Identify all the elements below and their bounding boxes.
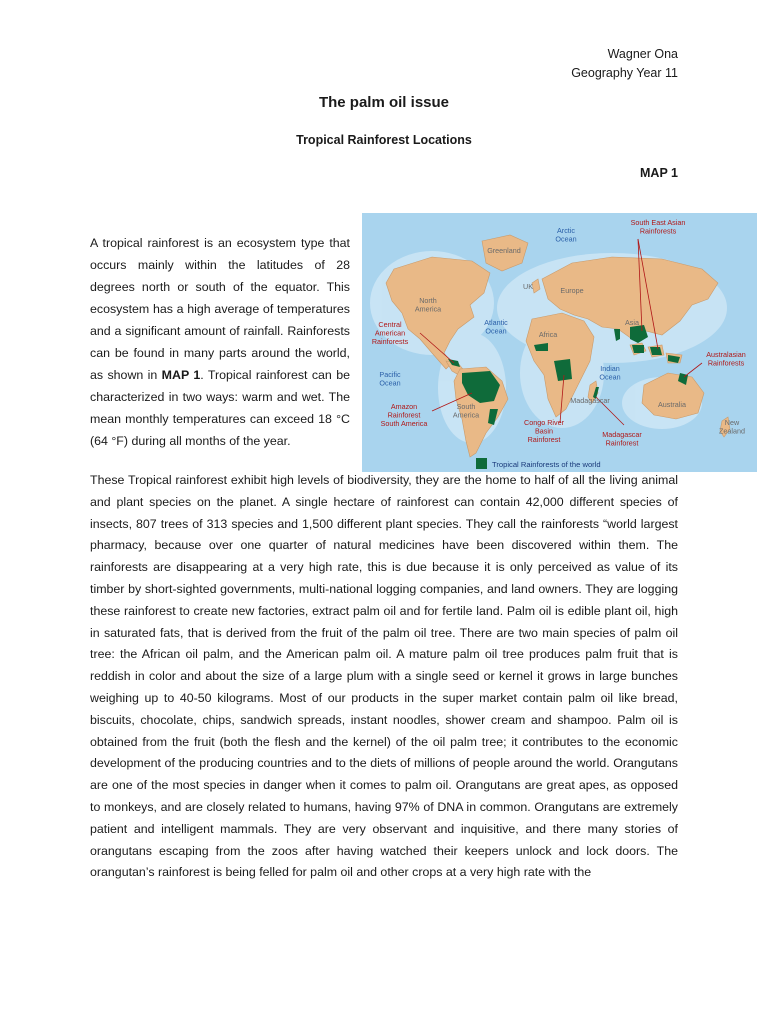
indian-ocean-label: Indian Ocean [599,364,621,382]
legend-swatch [476,458,487,469]
author-name: Wagner Ona [607,47,678,61]
new-zealand-label: New Zealand [719,418,745,436]
intro-text-part1: A tropical rainforest is an ecosystem type that occurs mainly within the latitudes of 28 degrees north or south of the equator. This ecosystem has a high average of temperatures and a significant amount of rainfall. Rainforests can be found in many parts around the world, as shown in [90,236,350,382]
intro-paragraph [90,232,350,452]
greenland-label: Greenland [487,246,521,255]
intro-text-part2: . Tropical rainforest can be characterized in two ways: warm and wet. The mean monthly temperatures can exceed 18 °C (64 °F) during all months of the year. [90,368,350,448]
arctic-ocean-label: Arctic Ocean [555,226,577,244]
central-american-rainforests-label: Central American Rainforests [371,320,409,346]
author-block [571,45,678,83]
course-name: Geography Year 11 [571,66,678,80]
atlantic-ocean-label: Atlantic Ocean [484,318,508,336]
world-rainforest-map [362,213,757,472]
document-title: The palm oil issue [318,94,450,111]
north-america-label: North America [414,296,442,314]
africa-label: Africa [538,330,558,339]
uk-label: UK [523,282,533,291]
body-paragraph [90,470,678,884]
congo-rainforest-label: Congo River Basin Rainforest [524,418,564,444]
section-subtitle: Tropical Rainforest Locations [296,133,472,147]
intro-map-reference: MAP 1 [161,368,201,382]
madagascar-rainforest-label: Madagascar Rainforest [602,430,642,448]
australasian-rainforests-label: Australasian Rainforests [706,350,746,368]
body-text: These Tropical rainforest exhibit high levels of biodiversity, they are the home to half of all the living animal and plant species on the planet. A single hectare of rainforest can contain 42,000 different species of insects, 807 trees of 313 species and 1,500 different plant species. They call the rainforests “world largest pharmacy, because over one quarter of natural medicines have been discovered within them. The rainforests are disappearing at a very high rate, this is due because it is only perceived as value of its timber by short-sighted governments, multi-national logging companies, and land owners. They are logging these rainforest to create new factories, extract palm oil and for fertile land. Palm oil is edible plant oil, high in saturated fats, that is derived from the fruit of the palm oil tree. There are two main species of palm oil tree: the African oil palm, and the American palm oil. A mature palm oil tree produces palm fruit that is reddish in color and about the size of a large plum with a single seed or kernel it grows in large bunches weighing up to 40-50 kilograms. Most of our products in the super market contain palm oil like bread, biscuits, chocolate, chips, sandwich spreads, instant noodles, shower cream and shampoo. Palm oil is obtained from the fruit (both the flesh and the kernel) of the oil palm tree; it contributes to the economic development of the producing countries and to the diets of millions of people around the world. Orangutans are one of the most species in danger when it comes to palm oil. Orangutans are great apes, as opposed to monkeys, and are closely related to humans, having 97% of DNA in common. Orangutans are extremely patient and intelligent mammals. They are very observant and inquisitive, and there many stories of orangutans escaping from the zoos after having watched their keepers unlock and lock doors. The orangutan’s rainforest is being felled for palm oil and other crops at a very high rate with the [90,473,678,880]
europe-label: Europe [560,286,584,295]
legend-label: Tropical Rainforests of the world [492,460,601,469]
pacific-ocean-label: Pacific Ocean [379,370,401,388]
south-america-label: South America [452,402,480,420]
map-label: MAP 1 [640,166,678,180]
amazon-rainforest-label: Amazon Rainforest South America [380,402,428,428]
se-asian-rainforests-label: South East Asian Rainforests [630,218,686,236]
australia-label: Australia [658,400,686,409]
asia-label: Asia [625,318,639,327]
madagascar-label: Madagascar [570,396,610,405]
